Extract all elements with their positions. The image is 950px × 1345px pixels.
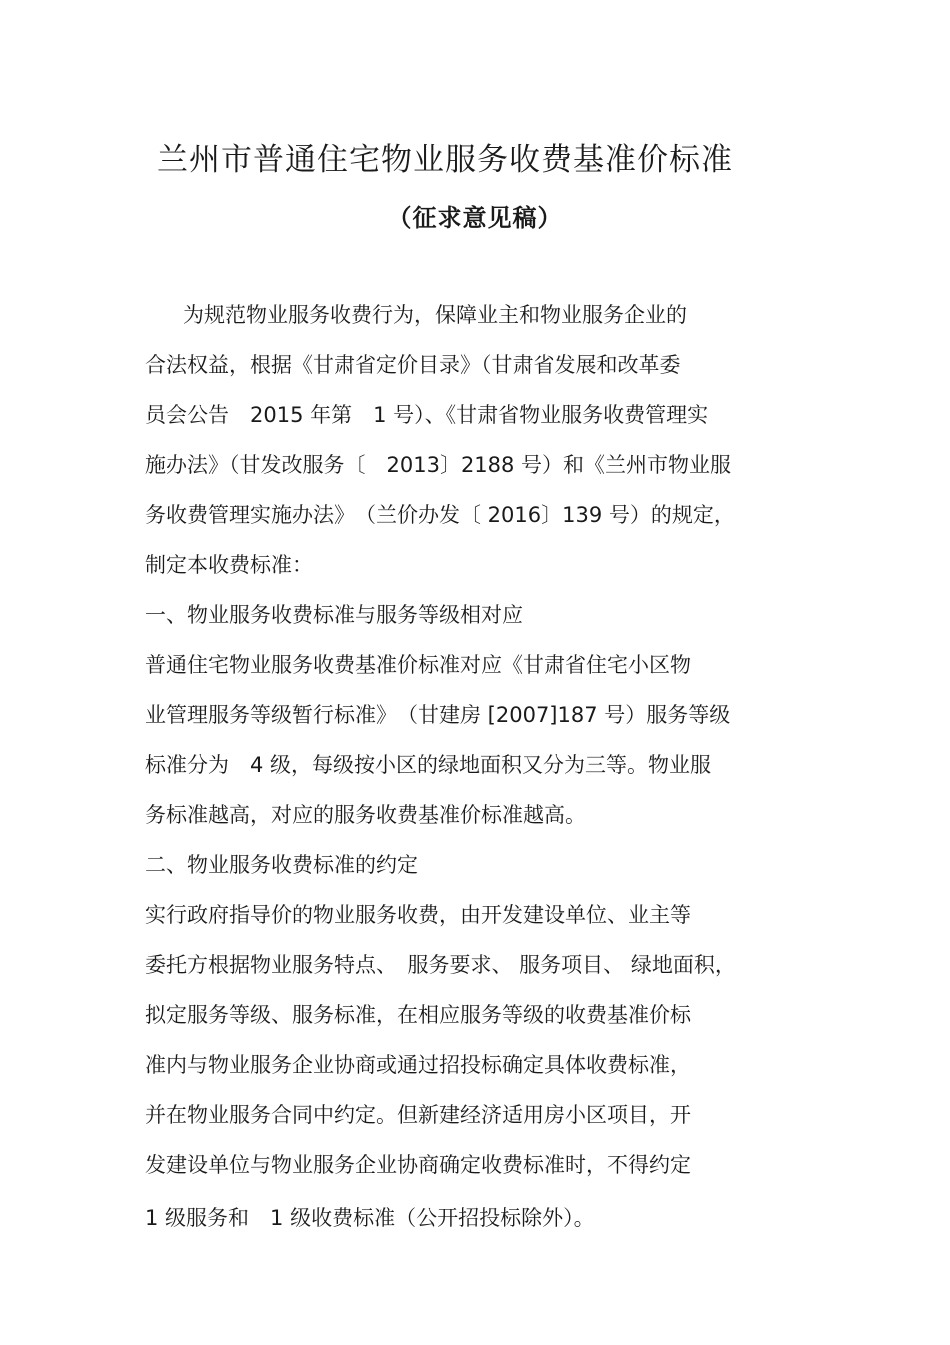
- body-line-6: 制定本收费标准：: [145, 553, 313, 577]
- body-line-4: 施办法》（甘发改服务〔 2013〕2188 号）和《兰州市物业服: [145, 453, 732, 477]
- section-heading-2: 二、物业服务收费标准的约定: [145, 853, 418, 877]
- body-line-10: 标准分为 4 级，每级按小区的绿地面积又分为三等。物业服: [145, 753, 712, 777]
- body-line-3: 员会公告 2015 年第 1 号）、《甘肃省物业服务收费管理实: [145, 403, 709, 427]
- body-line-9: 业管理服务等级暂行标准》 （甘建房 [2007]187 号）服务等级: [145, 703, 731, 727]
- section-heading-1: 一、物业服务收费标准与服务等级相对应: [145, 603, 523, 627]
- document-subtitle: （征求意见稿）: [387, 204, 563, 232]
- body-line-16: 准内与物业服务企业协商或通过招投标确定具体收费标准，: [145, 1053, 691, 1077]
- body-line-18: 发建设单位与物业服务企业协商确定收费标准时，不得约定: [145, 1153, 691, 1177]
- document-title: 兰州市普通住宅物业服务收费基准价标准: [157, 142, 733, 178]
- body-line-15: 拟定服务等级、服务标准，在相应服务等级的收费基准价标: [145, 1003, 691, 1027]
- body-line-8: 普通住宅物业服务收费基准价标准对应《甘肃省住宅小区物: [145, 653, 691, 677]
- body-line-19: 1 级服务和 1 级收费标准（公开招投标除外）。: [145, 1206, 595, 1230]
- body-line-2: 合法权益，根据《甘肃省定价目录》（甘肃省发展和改革委: [145, 353, 681, 377]
- body-line-11: 务标准越高，对应的服务收费基准价标准越高。: [145, 803, 586, 827]
- body-line-1: 为规范物业服务收费行为，保障业主和物业服务企业的: [183, 303, 687, 327]
- body-line-14: 委托方根据物业服务特点、 服务要求、 服务项目、 绿地面积，: [145, 953, 736, 977]
- body-line-17: 并在物业服务合同中约定。但新建经济适用房小区项目，开: [145, 1103, 691, 1127]
- body-line-5: 务收费管理实施办法》 （兰价办发〔 2016〕139 号）的规定，: [145, 503, 735, 527]
- body-line-13: 实行政府指导价的物业服务收费，由开发建设单位、业主等: [145, 903, 691, 927]
